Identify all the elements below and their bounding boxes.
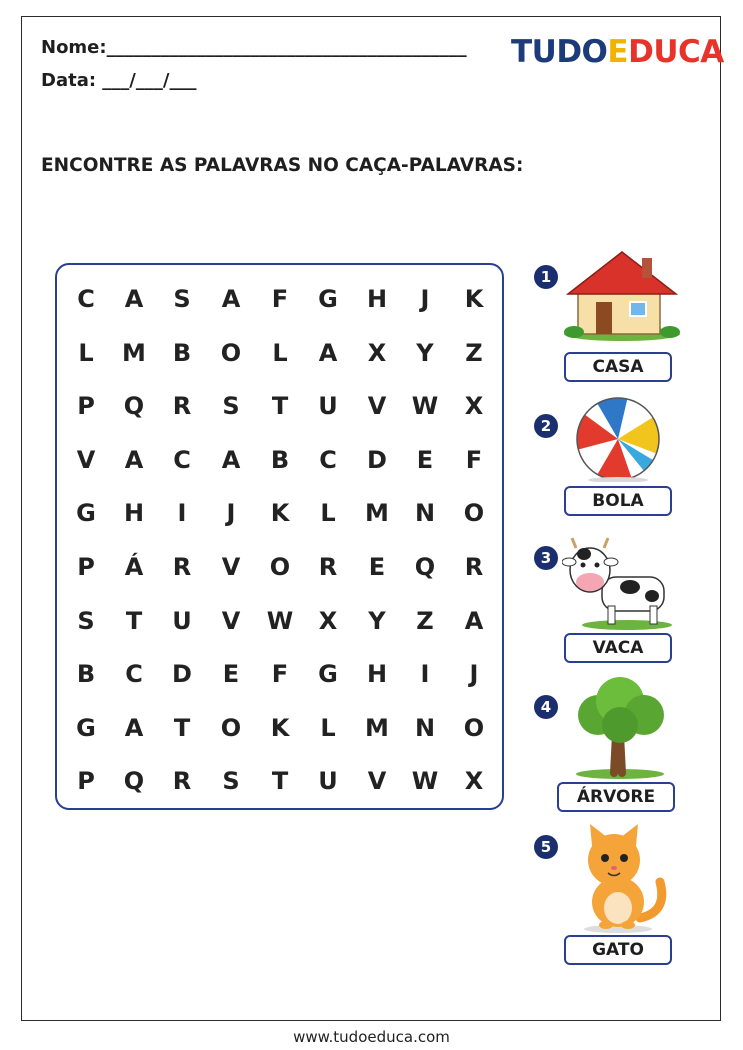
cow-icon (562, 532, 677, 632)
grid-letter: B (270, 445, 290, 474)
grid-letter: J (226, 499, 236, 528)
grid-letter: A (221, 285, 241, 313)
grid-letter: C (173, 445, 191, 474)
grid-letter: S (173, 285, 191, 313)
grid-letter: T (271, 767, 289, 796)
grid-letter: L (320, 713, 336, 742)
grid-letter: A (124, 285, 144, 313)
grid-letter: G (318, 660, 338, 689)
cat-icon (568, 822, 670, 934)
grid-letter: H (123, 499, 145, 528)
grid-letter: Á (124, 553, 144, 581)
grid-letter: S (222, 767, 240, 796)
grid-letter: P (77, 392, 95, 421)
grid-letter: V (367, 767, 387, 796)
grid-letter: X (318, 606, 338, 635)
grid-letter: X (464, 392, 484, 421)
grid-letter: W (411, 767, 439, 796)
grid-letter: L (272, 338, 288, 367)
grid-letter: T (173, 713, 191, 742)
grid-letter: X (367, 338, 387, 367)
grid-letter: L (320, 499, 336, 528)
grid-letter: V (367, 392, 387, 421)
grid-letter: M (122, 338, 146, 367)
grid-letter: V (76, 445, 96, 474)
grid-letter: T (125, 606, 143, 635)
grid-letter: A (124, 445, 144, 474)
grid-letter: O (269, 553, 291, 581)
grid-letter: S (222, 392, 240, 421)
house-icon (560, 248, 685, 343)
grid-letter: S (77, 606, 95, 635)
grid-letter: O (220, 713, 242, 742)
grid-letter: Z (465, 338, 483, 367)
grid-letter: P (77, 553, 95, 581)
date-field-line: Data: ___/___/___ (41, 70, 197, 91)
grid-letter: Y (368, 606, 386, 635)
grid-letter: B (76, 660, 96, 689)
grid-letter: O (463, 499, 485, 528)
grid-letter: H (366, 660, 388, 689)
grid-letter: C (125, 660, 143, 689)
grid-letter: F (465, 445, 483, 474)
grid-letter: L (78, 338, 94, 367)
grid-letter: O (220, 338, 242, 367)
grid-letter: H (366, 285, 388, 313)
number-badge-3: 3 (534, 546, 558, 570)
grid-letter: D (367, 445, 387, 474)
name-field-line: Nome:________________________________________ (41, 37, 467, 58)
grid-letter: C (77, 285, 95, 313)
grid-letter: E (416, 445, 434, 474)
grid-letter: B (172, 338, 192, 367)
grid-letter: X (464, 767, 484, 796)
ball-icon (573, 396, 663, 482)
grid-letter: A (464, 606, 484, 635)
grid-letter: K (270, 713, 290, 742)
word-label-bola: BOLA (564, 486, 672, 516)
grid-letter: U (318, 392, 338, 421)
number-badge-2: 2 (534, 414, 558, 438)
grid-letter: N (414, 499, 436, 528)
grid-letter: E (222, 660, 240, 689)
grid-letter: O (463, 713, 485, 742)
grid-letter: F (271, 660, 289, 689)
grid-letter: E (368, 553, 386, 581)
grid-letter: U (172, 606, 192, 635)
grid-letter: A (221, 445, 241, 474)
grid-letter: D (172, 660, 192, 689)
grid-letter: T (271, 392, 289, 421)
number-badge-5: 5 (534, 835, 558, 859)
grid-letter: G (76, 499, 96, 528)
instruction-heading: ENCONTRE AS PALAVRAS NO CAÇA-PALAVRAS: (41, 155, 524, 176)
grid-letter: G (318, 285, 338, 313)
grid-letter: C (319, 445, 337, 474)
grid-letter: A (318, 338, 338, 367)
grid-letter: K (464, 285, 484, 313)
grid-letter: Y (416, 338, 434, 367)
grid-letter: Q (123, 767, 145, 796)
grid-letter: W (411, 392, 439, 421)
tree-icon (568, 675, 673, 780)
grid-letter: Q (123, 392, 145, 421)
grid-letter: J (469, 660, 479, 689)
word-label-casa: CASA (564, 352, 672, 382)
grid-letter: P (77, 767, 95, 796)
grid-letter: U (318, 767, 338, 796)
grid-letter: J (420, 285, 430, 313)
grid-letter: R (464, 553, 484, 581)
number-badge-4: 4 (534, 695, 558, 719)
grid-letter: R (172, 392, 192, 421)
grid-letter: V (221, 606, 241, 635)
grid-letter: N (414, 713, 436, 742)
grid-letter: V (221, 553, 241, 581)
grid-letter: Z (416, 606, 434, 635)
word-label-gato: GATO (564, 935, 672, 965)
grid-letter: R (172, 553, 192, 581)
grid-letter: W (266, 606, 294, 635)
grid-letter: Q (414, 553, 436, 581)
footer-url: www.tudoeduca.com (293, 1028, 450, 1046)
number-badge-1: 1 (534, 265, 558, 289)
grid-letter: F (271, 285, 289, 313)
grid-letter: G (76, 713, 96, 742)
grid-letter: I (420, 660, 430, 689)
grid-letter: R (318, 553, 338, 581)
grid-letter: M (365, 499, 389, 528)
tudoeduca-logo: TUDOEDUCA (511, 34, 724, 70)
grid-letter: M (365, 713, 389, 742)
word-label-arvore: ÁRVORE (557, 782, 675, 812)
grid-letter: A (124, 713, 144, 742)
grid-letter: I (177, 499, 187, 528)
grid-letter: K (270, 499, 290, 528)
grid-letter: R (172, 767, 192, 796)
word-label-vaca: VACA (564, 633, 672, 663)
